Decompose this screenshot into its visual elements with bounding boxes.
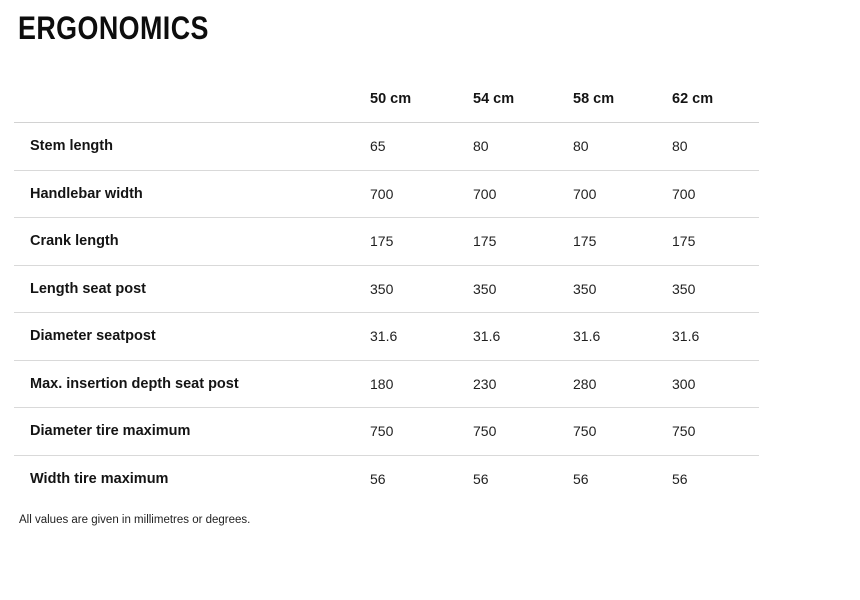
table-cell: 750 [473, 408, 573, 456]
table-cell: 80 [473, 123, 573, 171]
column-header-size-50: 50 cm [370, 76, 473, 123]
table-cell: 750 [370, 408, 473, 456]
column-header-size-54: 54 cm [473, 76, 573, 123]
table-cell: 700 [672, 170, 759, 218]
table-cell: 175 [573, 218, 672, 266]
table-cell: 350 [473, 265, 573, 313]
table-cell: 230 [473, 360, 573, 408]
row-label: Max. insertion depth seat post [14, 360, 370, 408]
table-row-stem-length [14, 123, 759, 171]
table-cell: 56 [672, 470, 688, 487]
table-cell: 350 [573, 265, 672, 313]
table-row-width-tire-maximum [14, 455, 759, 502]
row-label: Stem length [14, 123, 370, 171]
table-cell: 350 [370, 265, 473, 313]
table-cell: 56 [573, 470, 589, 487]
page-title: ERGONOMICS [18, 10, 209, 46]
table-cell: 700 [473, 170, 573, 218]
table-row-diameter-tire-maximum [14, 408, 759, 456]
table-cell: 175 [473, 218, 573, 266]
column-header-size-58: 58 cm [573, 76, 672, 123]
row-label: Diameter seatpost [14, 313, 370, 361]
table-cell: 700 [573, 170, 672, 218]
table-cell: 65 [370, 123, 473, 171]
row-label: Width tire maximum [30, 470, 169, 487]
table-cell: 750 [573, 408, 672, 456]
row-label: Crank length [14, 218, 370, 266]
table-cell: 31.6 [672, 313, 759, 361]
table-cell: 56 [370, 470, 386, 487]
table-cell: 31.6 [573, 313, 672, 361]
row-label: Length seat post [14, 265, 370, 313]
table-cell: 175 [672, 218, 759, 266]
table-cell: 350 [672, 265, 759, 313]
table-cell: 175 [370, 218, 473, 266]
table-row-diameter-seatpost [14, 313, 759, 361]
table-cell: 56 [473, 470, 489, 487]
row-label: Diameter tire maximum [14, 408, 370, 456]
row-label: Handlebar width [14, 170, 370, 218]
column-header-size-62: 62 cm [672, 76, 759, 123]
table-row-max-insertion-depth [14, 360, 759, 408]
table-header-spacer [14, 76, 370, 123]
table-cell: 750 [672, 408, 759, 456]
table-row-handlebar-width [14, 170, 759, 218]
ergonomics-table [14, 76, 759, 502]
table-cell: 180 [370, 360, 473, 408]
table-cell: 700 [370, 170, 473, 218]
table-cell: 300 [672, 360, 759, 408]
table-cell: 80 [573, 123, 672, 171]
table-cell: 31.6 [473, 313, 573, 361]
table-row-length-seat-post [14, 265, 759, 313]
units-footnote: All values are given in millimetres or degrees. [19, 514, 251, 526]
table-cell: 280 [573, 360, 672, 408]
table-cell: 31.6 [370, 313, 473, 361]
table-cell: 80 [672, 123, 759, 171]
table-row-crank-length [14, 218, 759, 266]
table-header-row [14, 76, 759, 123]
